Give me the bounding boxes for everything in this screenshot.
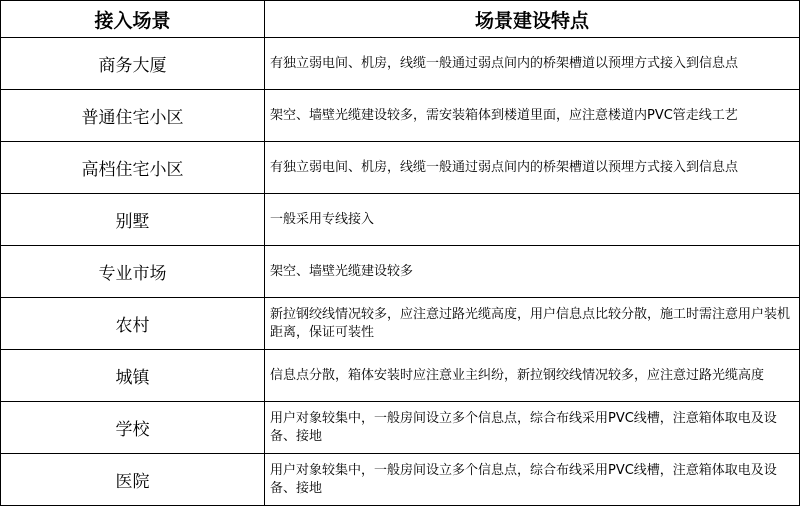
table-row (1, 454, 800, 506)
feature-cell: 信息点分散，箱体安装时应注意业主纠纷，新拉钢绞线情况较多，应注意过路光缆高度 (265, 350, 800, 402)
table-row (1, 350, 800, 402)
scene-cell: 高档住宅小区 (1, 142, 265, 194)
scene-cell: 城镇 (1, 350, 265, 402)
header-scene: 接入场景 (1, 1, 265, 38)
feature-cell: 有独立弱电间、机房，线缆一般通过弱点间内的桥架槽道以预埋方式接入到信息点 (265, 142, 800, 194)
scene-cell: 普通住宅小区 (1, 90, 265, 142)
scene-cell: 学校 (1, 402, 265, 454)
feature-cell: 一般采用专线接入 (265, 194, 800, 246)
scene-cell: 别墅 (1, 194, 265, 246)
feature-cell: 新拉钢绞线情况较多，应注意过路光缆高度，用户信息点比较分散，施工时需注意用户装机距离，保证可装性 (265, 298, 800, 350)
scene-cell: 医院 (1, 454, 265, 506)
table-row (1, 246, 800, 298)
table-row (1, 142, 800, 194)
feature-cell: 有独立弱电间、机房，线缆一般通过弱点间内的桥架槽道以预埋方式接入到信息点 (265, 38, 800, 90)
feature-cell: 架空、墙壁光缆建设较多，需安装箱体到楼道里面，应注意楼道内PVC管走线工艺 (265, 90, 800, 142)
scene-cell: 专业市场 (1, 246, 265, 298)
header-feature: 场景建设特点 (265, 1, 800, 38)
table-row (1, 298, 800, 350)
header-row (1, 1, 800, 38)
scene-cell: 农村 (1, 298, 265, 350)
feature-cell: 用户对象较集中，一般房间设立多个信息点，综合布线采用PVC线槽，注意箱体取电及设备、接地 (265, 402, 800, 454)
table-row (1, 194, 800, 246)
feature-cell: 用户对象较集中，一般房间设立多个信息点，综合布线采用PVC线槽，注意箱体取电及设备、接地 (265, 454, 800, 506)
table-row (1, 38, 800, 90)
table-row (1, 90, 800, 142)
feature-cell: 架空、墙壁光缆建设较多 (265, 246, 800, 298)
scene-cell: 商务大厦 (1, 38, 265, 90)
table-row (1, 402, 800, 454)
